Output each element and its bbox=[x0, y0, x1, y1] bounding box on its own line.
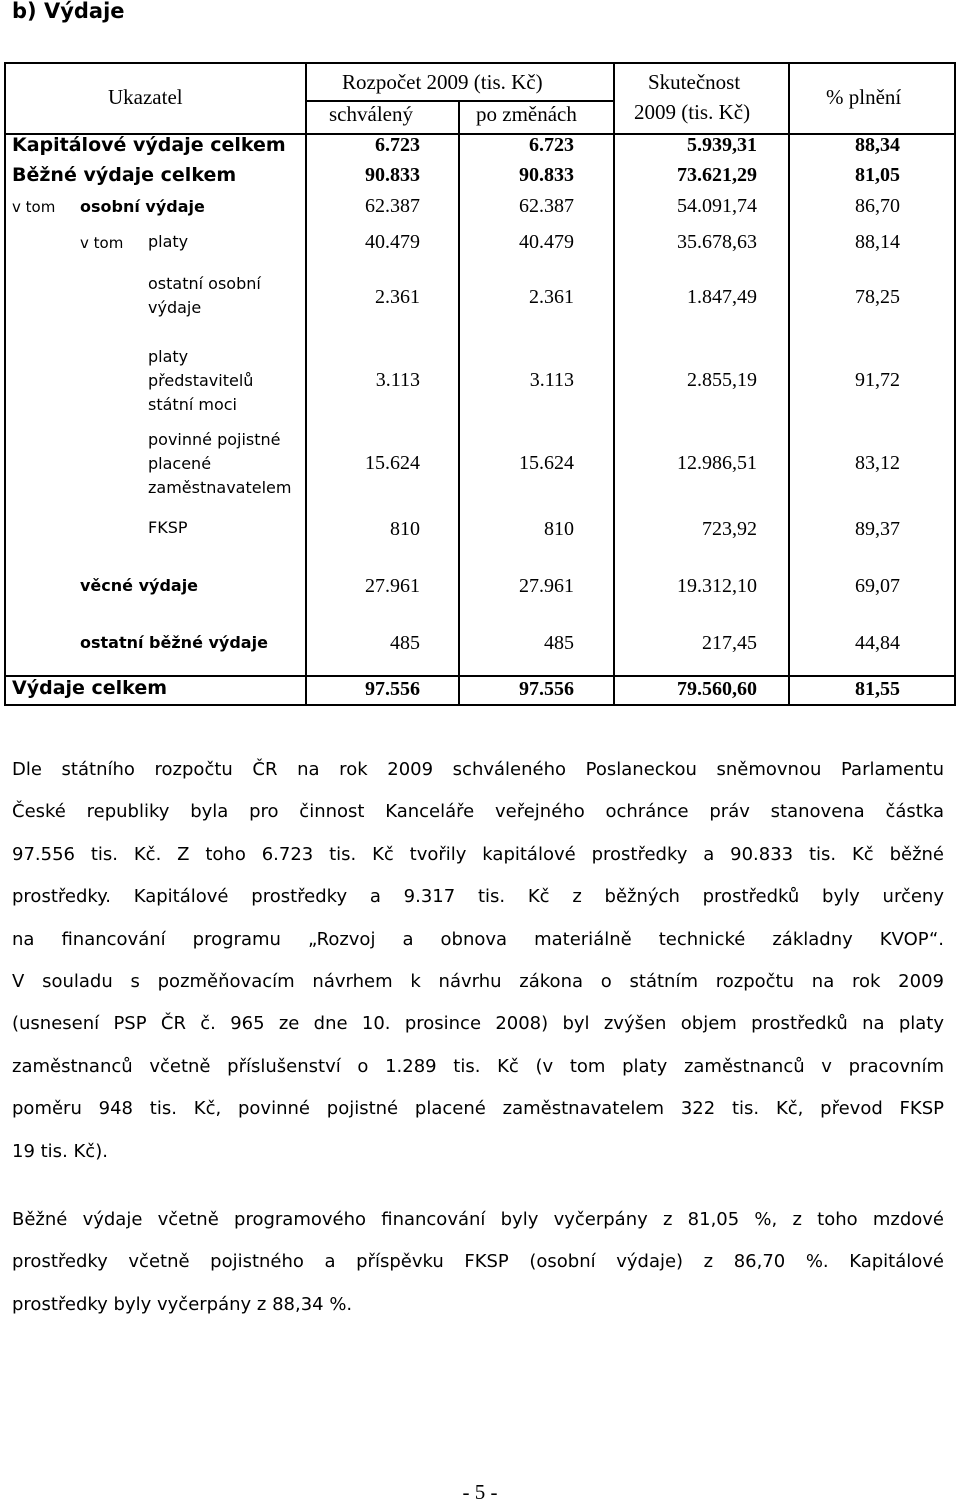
cell-po-zmenach: 485 bbox=[544, 632, 574, 654]
cell-skutecnost: 723,92 bbox=[702, 518, 757, 540]
cell-skutecnost: 79.560,60 bbox=[677, 678, 757, 700]
paragraph-line: na financování programu „Rozvoj a obnova materiálně technické základny KVOP“. bbox=[12, 928, 944, 950]
cell-plneni: 69,07 bbox=[855, 575, 900, 597]
cell-po-zmenach: 27.961 bbox=[519, 575, 574, 597]
cell-plneni: 44,84 bbox=[855, 632, 900, 654]
cell-skutecnost: 5.939,31 bbox=[687, 134, 757, 156]
cell-schvaleny: 810 bbox=[390, 518, 420, 540]
row-label: Kapitálové výdaje celkem bbox=[12, 134, 286, 156]
cell-plneni: 81,55 bbox=[855, 678, 900, 700]
row-label-line: placené bbox=[148, 454, 212, 473]
row-label-line: platy bbox=[148, 347, 189, 366]
row-label: Běžné výdaje celkem bbox=[12, 164, 237, 186]
paragraph-budget bbox=[12, 749, 944, 1173]
cell-po-zmenach: 97.556 bbox=[519, 678, 574, 700]
cell-po-zmenach: 3.113 bbox=[529, 369, 574, 391]
cell-skutecnost: 12.986,51 bbox=[677, 452, 757, 474]
row-label-line: zaměstnavatelem bbox=[148, 478, 292, 497]
cell-po-zmenach: 810 bbox=[544, 518, 574, 540]
col-divider-4 bbox=[788, 62, 790, 706]
cell-schvaleny: 97.556 bbox=[365, 678, 420, 700]
paragraph-line: České republiky byla pro činnost Kanceláře veřejného ochránce práv stanovena částka bbox=[12, 801, 944, 823]
cell-skutecnost: 19.312,10 bbox=[677, 575, 757, 597]
cell-skutecnost: 73.621,29 bbox=[677, 164, 757, 186]
cell-skutecnost: 35.678,63 bbox=[677, 231, 757, 253]
header-schvaleny: schválený bbox=[329, 102, 413, 126]
header-ukazatel: Ukazatel bbox=[108, 85, 183, 109]
cell-plneni: 88,34 bbox=[855, 134, 900, 156]
paragraph-line: (usnesení PSP ČR č. 965 ze dne 10. prosince 2008) byl zvýšen objem prostředků na platy bbox=[12, 1013, 944, 1035]
paragraph-line: prostředky byly vyčerpány z 88,34 %. bbox=[12, 1293, 353, 1315]
cell-schvaleny: 62.387 bbox=[365, 195, 420, 217]
row-label bbox=[148, 428, 291, 500]
row-label-line: ostatní osobní bbox=[148, 274, 261, 293]
row-label-line: povinné pojistné bbox=[148, 430, 281, 449]
cell-skutecnost: 54.091,74 bbox=[677, 195, 757, 217]
col-divider-1 bbox=[305, 62, 307, 706]
row-label: FKSP bbox=[148, 518, 188, 537]
paragraph-line: zaměstnanců včetně příslušenství o 1.289 tis. Kč (v tom platy zaměstnanců v pracovním bbox=[12, 1055, 944, 1077]
paragraph-line: 97.556 tis. Kč. Z toho 6.723 tis. Kč tvořily kapitálové prostředky a 90.833 tis. Kč běžné bbox=[12, 843, 944, 865]
paragraph-line: Dle státního rozpočtu ČR na rok 2009 schváleného Poslaneckou sněmovnou Parlamentu bbox=[12, 759, 944, 780]
row-label-line: výdaje bbox=[148, 298, 202, 317]
cell-po-zmenach: 15.624 bbox=[519, 452, 574, 474]
cell-schvaleny: 27.961 bbox=[365, 575, 420, 597]
cell-po-zmenach: 62.387 bbox=[519, 195, 574, 217]
cell-schvaleny: 2.361 bbox=[375, 286, 420, 308]
row-prefix: v tom bbox=[12, 198, 56, 216]
header-skutecnost-2: 2009 (tis. Kč) bbox=[634, 100, 751, 124]
paragraph-line: prostředky. Kapitálové prostředky a 9.317 tis. Kč z běžných prostředků byly určeny bbox=[12, 886, 944, 908]
header-rozpocet: Rozpočet 2009 (tis. Kč) bbox=[342, 70, 543, 94]
paragraph-line: poměru 948 tis. Kč, povinné pojistné placené zaměstnavatelem 322 tis. Kč, převod FKSP bbox=[12, 1098, 944, 1120]
header-skutecnost-1: Skutečnost bbox=[648, 70, 741, 94]
row-label bbox=[148, 272, 261, 320]
cell-plneni: 88,14 bbox=[855, 231, 900, 253]
cell-plneni: 89,37 bbox=[855, 518, 900, 540]
cell-po-zmenach: 90.833 bbox=[519, 164, 574, 186]
col-divider-2 bbox=[458, 100, 460, 706]
section-heading: b) Výdaje bbox=[12, 0, 125, 23]
header-po-zmenach: po změnách bbox=[476, 102, 577, 126]
row-prefix: v tom bbox=[80, 234, 124, 252]
row-label: osobní výdaje bbox=[80, 197, 205, 216]
row-label-line: představitelů bbox=[148, 371, 254, 390]
expenditure-table bbox=[4, 62, 956, 706]
cell-schvaleny: 3.113 bbox=[375, 369, 420, 391]
cell-skutecnost: 217,45 bbox=[702, 632, 757, 654]
cell-plneni: 81,05 bbox=[855, 164, 900, 186]
cell-po-zmenach: 6.723 bbox=[529, 134, 574, 156]
row-label: věcné výdaje bbox=[80, 576, 199, 595]
cell-schvaleny: 15.624 bbox=[365, 452, 420, 474]
paragraph-line: V souladu s pozměňovacím návrhem k návrhu zákona o státním rozpočtu na rok 2009 bbox=[12, 971, 944, 993]
cell-po-zmenach: 40.479 bbox=[519, 231, 574, 253]
row-label-line: státní moci bbox=[148, 395, 237, 414]
row-label bbox=[148, 345, 253, 417]
cell-schvaleny: 485 bbox=[390, 632, 420, 654]
page-number: - 5 - bbox=[462, 1480, 498, 1504]
cell-plneni: 86,70 bbox=[855, 195, 900, 217]
cell-po-zmenach: 2.361 bbox=[529, 286, 574, 308]
cell-skutecnost: 1.847,49 bbox=[687, 286, 757, 308]
cell-skutecnost: 2.855,19 bbox=[687, 369, 757, 391]
paragraph-line: Běžné výdaje včetně programového financování byly vyčerpány z 81,05 %, z toho mzdové bbox=[12, 1209, 944, 1230]
paragraph-line: prostředky včetně pojistného a příspěvku FKSP (osobní výdaje) z 86,70 %. Kapitálové bbox=[12, 1251, 944, 1273]
row-label-total: Výdaje celkem bbox=[12, 677, 167, 699]
paragraph-line: 19 tis. Kč). bbox=[12, 1140, 108, 1162]
col-divider-3 bbox=[613, 62, 615, 706]
cell-schvaleny: 90.833 bbox=[365, 164, 420, 186]
row-label: platy bbox=[148, 232, 189, 251]
header-plneni: % plnění bbox=[826, 85, 902, 109]
cell-schvaleny: 6.723 bbox=[375, 134, 420, 156]
cell-plneni: 78,25 bbox=[855, 286, 900, 308]
paragraph-spending bbox=[12, 1199, 944, 1326]
row-label: ostatní běžné výdaje bbox=[80, 633, 268, 652]
cell-plneni: 91,72 bbox=[855, 369, 900, 391]
cell-schvaleny: 40.479 bbox=[365, 231, 420, 253]
cell-plneni: 83,12 bbox=[855, 452, 900, 474]
